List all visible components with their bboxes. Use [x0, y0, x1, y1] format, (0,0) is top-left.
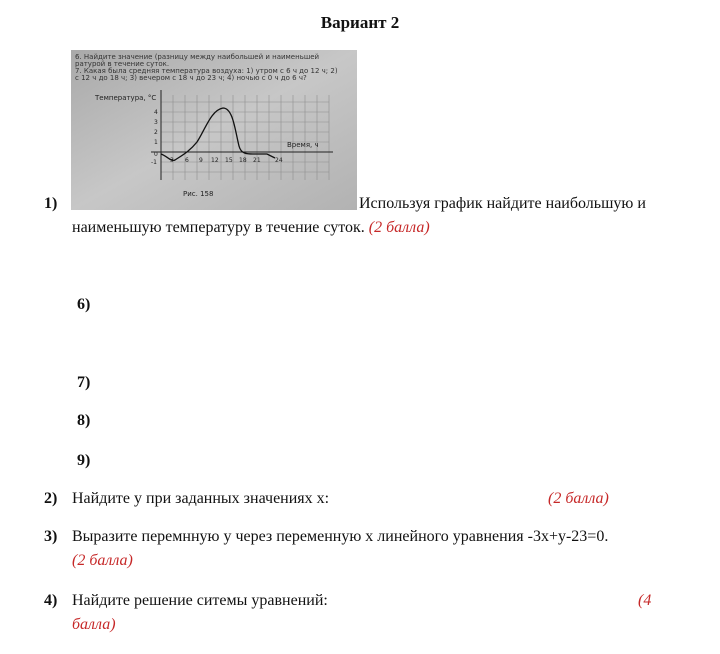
y-tick-label: 0 — [154, 151, 158, 158]
y-tick-label: 1 — [154, 139, 158, 146]
points-label: (2 балла) — [368, 219, 430, 236]
item-number: 1) — [44, 195, 58, 212]
item-text-line2 — [72, 216, 430, 239]
photo-header-line: 7. Какая была средняя температура воздуха: 1) утром с 6 ч до 12 ч; 2) — [75, 67, 338, 75]
y-tick-label: 4 — [154, 109, 158, 116]
item-text: наименьшую температуру в течение суток. — [72, 219, 365, 236]
photo-header-line: 6. Найдите значение (разницу между наибольшей и наименьшей — [75, 53, 320, 61]
item-number: 2) — [44, 490, 58, 507]
x-tick-label: 15 — [225, 157, 233, 164]
y-tick-label: 2 — [154, 129, 158, 136]
y-tick-label: -1 — [151, 159, 157, 166]
x-tick-label: 18 — [239, 157, 247, 164]
item-number: 7) — [77, 374, 91, 391]
photo-header-line: с 12 ч до 18 ч; 3) вечером с 18 ч до 23 ч; 4) ночью с 0 ч до 6 ч? — [75, 74, 307, 82]
y-tick-label: 3 — [154, 119, 158, 126]
item-text: Используя график найдите наибольшую и — [359, 195, 646, 212]
item-number: 3) — [44, 528, 58, 545]
graph-photo-svg — [71, 50, 357, 210]
x-tick-label: 24 — [275, 157, 283, 164]
textbook-graph-photo — [71, 50, 357, 210]
item-text: Найдите у при заданных значениях х: — [72, 490, 330, 507]
points-label: (4 — [638, 592, 652, 609]
x-tick-label: 9 — [199, 157, 203, 164]
item-text: Найдите решение ситемы уравнений: — [72, 592, 328, 609]
points-label: балла) — [72, 616, 116, 633]
x-tick-label: 12 — [211, 157, 219, 164]
photo-header-line: ратурой в течение суток. — [75, 60, 170, 68]
item-number: 9) — [77, 452, 91, 469]
points-label: (2 балла) — [72, 552, 133, 569]
x-tick-label: 6 — [185, 157, 189, 164]
x-axis-label: Время, ч — [287, 141, 319, 149]
item-number: 8) — [77, 412, 91, 429]
x-tick-label: 3 — [170, 157, 174, 164]
points-label: (2 балла) — [548, 490, 609, 507]
figure-caption: Рис. 158 — [183, 190, 214, 198]
page-title: Вариант 2 — [320, 13, 400, 32]
y-axis-label: Температура, °С — [95, 94, 157, 102]
x-tick-label: 21 — [253, 157, 261, 164]
item-text: Выразите перемнную у через переменную х линейного уравнения -3х+у-23=0. — [72, 528, 609, 545]
item-number: 6) — [77, 296, 91, 313]
item-number: 4) — [44, 592, 58, 609]
